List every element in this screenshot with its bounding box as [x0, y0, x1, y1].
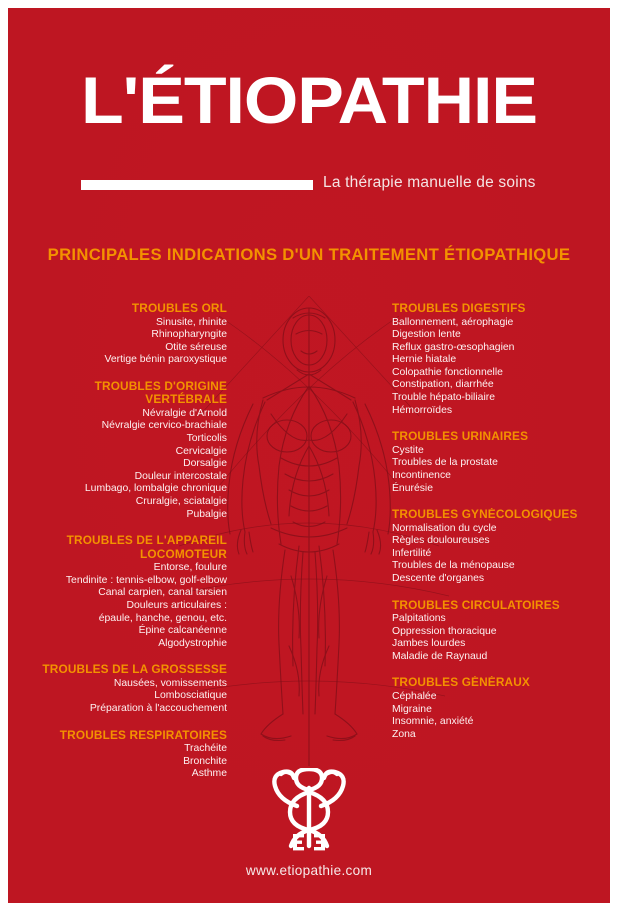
- indication-item: Infertilité: [392, 547, 432, 559]
- indication-item: Maladie de Raynaud: [392, 650, 488, 662]
- indication-item: Troubles de la prostate: [392, 457, 498, 469]
- indication-group: [42, 380, 227, 521]
- indication-item: Zona: [392, 728, 416, 740]
- indication-list: [392, 691, 577, 741]
- indications-column-left: [42, 302, 227, 781]
- indication-item: Entorse, foulure: [153, 562, 227, 574]
- indication-item: épaule, hanche, genou, etc.: [98, 612, 227, 624]
- indication-item: Épine calcanéenne: [138, 625, 227, 637]
- indication-item: Cystite: [392, 444, 424, 456]
- indication-item: Reflux gastro-œsophagien: [392, 341, 515, 353]
- indication-list: [42, 678, 227, 716]
- indication-item: Douleur intercostale: [134, 470, 227, 482]
- indication-group-title: TROUBLES GÉNÉRAUX: [392, 676, 530, 690]
- indication-item: Énurésie: [392, 482, 434, 494]
- indication-list: [392, 613, 577, 663]
- indication-item: Palpitations: [392, 613, 446, 625]
- indication-list: [392, 445, 577, 495]
- indication-item: Dorsalgie: [183, 458, 227, 470]
- indication-group-title: TROUBLES URINAIRES: [392, 430, 529, 444]
- indications-column-right: [392, 302, 577, 741]
- indication-item: Trouble hépato-biliaire: [392, 392, 496, 404]
- indication-group: [42, 663, 227, 715]
- indication-item: Vertige bénin paroxystique: [104, 354, 227, 366]
- indication-group: [392, 676, 577, 741]
- indication-item: Troubles de la ménopause: [392, 560, 515, 572]
- page-title: L'ÉTIOPATHIE: [80, 63, 538, 137]
- indication-group-title: TROUBLES DE LA GROSSESSE: [42, 663, 227, 677]
- caduceus-icon: [267, 768, 351, 856]
- indication-item: Sinusite, rhinite: [155, 316, 227, 328]
- indication-group-title: TROUBLES DE L'APPAREIL LOCOMOTEUR: [66, 534, 228, 561]
- indication-group-title: TROUBLES GYNÉCOLOGIQUES: [392, 508, 578, 522]
- indication-group: [42, 534, 227, 650]
- indication-group: [392, 508, 577, 585]
- indication-group: [392, 599, 577, 664]
- indication-item: Migraine: [392, 703, 432, 715]
- indication-list: [392, 523, 577, 586]
- indication-item: Trachéite: [184, 743, 227, 755]
- indication-list: [42, 562, 227, 650]
- indication-list: [42, 317, 227, 367]
- indication-list: [42, 743, 227, 781]
- indication-group-title: TROUBLES RESPIRATOIRES: [59, 728, 228, 742]
- indication-item: Bronchite: [183, 755, 227, 767]
- indication-group: [42, 729, 227, 781]
- indication-item: Hernie hiatale: [392, 354, 457, 366]
- indication-item: Jambes lourdes: [392, 638, 466, 650]
- indication-item: Constipation, diarrhée: [392, 379, 494, 391]
- indication-item: Règles douloureuses: [392, 535, 490, 547]
- indication-group-title: TROUBLES CIRCULATOIRES: [392, 598, 560, 612]
- indication-item: Rhinopharyngite: [151, 329, 227, 341]
- section-heading: PRINCIPALES INDICATIONS D'UN TRAITEMENT ÉTIOPATHIQUE: [47, 246, 571, 264]
- title-rule: [81, 180, 313, 190]
- indication-group-title: TROUBLES ORL: [131, 302, 227, 315]
- indication-item: Digestion lente: [392, 329, 461, 341]
- indication-item: Normalisation du cycle: [392, 522, 497, 534]
- indication-list: [42, 408, 227, 521]
- indication-item: Insomnie, anxiété: [392, 716, 474, 728]
- indication-item: Canal carpien, canal tarsien: [98, 587, 227, 599]
- indication-item: Cervicalgie: [175, 445, 227, 457]
- indication-item: Otite séreuse: [165, 341, 227, 353]
- indication-item: Lombosciatique: [154, 690, 227, 702]
- indication-group: [42, 302, 227, 367]
- indication-item: Incontinence: [392, 469, 451, 481]
- indication-item: Descente d'organes: [392, 573, 485, 584]
- indication-item: Colopathie fonctionnelle: [392, 366, 503, 378]
- indication-item: Névralgie cervico-brachiale: [101, 420, 227, 432]
- indication-group: [392, 302, 577, 417]
- website-url[interactable]: www.etiopathie.com: [245, 863, 373, 878]
- subtitle: La thérapie manuelle de soins: [323, 174, 536, 191]
- indication-item: Névralgie d'Arnold: [142, 407, 227, 419]
- indication-item: Ballonnement, aérophagie: [392, 316, 514, 328]
- indication-item: Douleurs articulaires :: [126, 600, 227, 611]
- indication-group-title: TROUBLES DIGESTIFS: [392, 302, 526, 315]
- indication-item: Algodystrophie: [158, 637, 227, 649]
- indication-item: Céphalée: [392, 690, 437, 702]
- indication-item: Asthme: [191, 768, 227, 780]
- indication-list: [392, 317, 577, 418]
- indication-item: Hémorroïdes: [392, 404, 453, 416]
- indication-item: Préparation à l'accouchement: [89, 703, 227, 715]
- indication-item: Tendinite : tennis-elbow, golf-elbow: [65, 574, 227, 586]
- indication-item: Nausées, vomissements: [113, 677, 227, 689]
- indication-item: Lumbago, lombalgie chronique: [84, 483, 227, 495]
- indication-item: Cruralgie, sciatalgie: [135, 496, 227, 508]
- indication-item: Oppression thoracique: [392, 625, 497, 637]
- indication-group-title: TROUBLES D'ORIGINE VERTÉBRALE: [94, 379, 227, 407]
- indication-item: Pubalgie: [186, 508, 227, 520]
- indication-group: [392, 430, 577, 495]
- poster-canvas: [8, 8, 610, 903]
- indication-item: Torticolis: [186, 433, 227, 445]
